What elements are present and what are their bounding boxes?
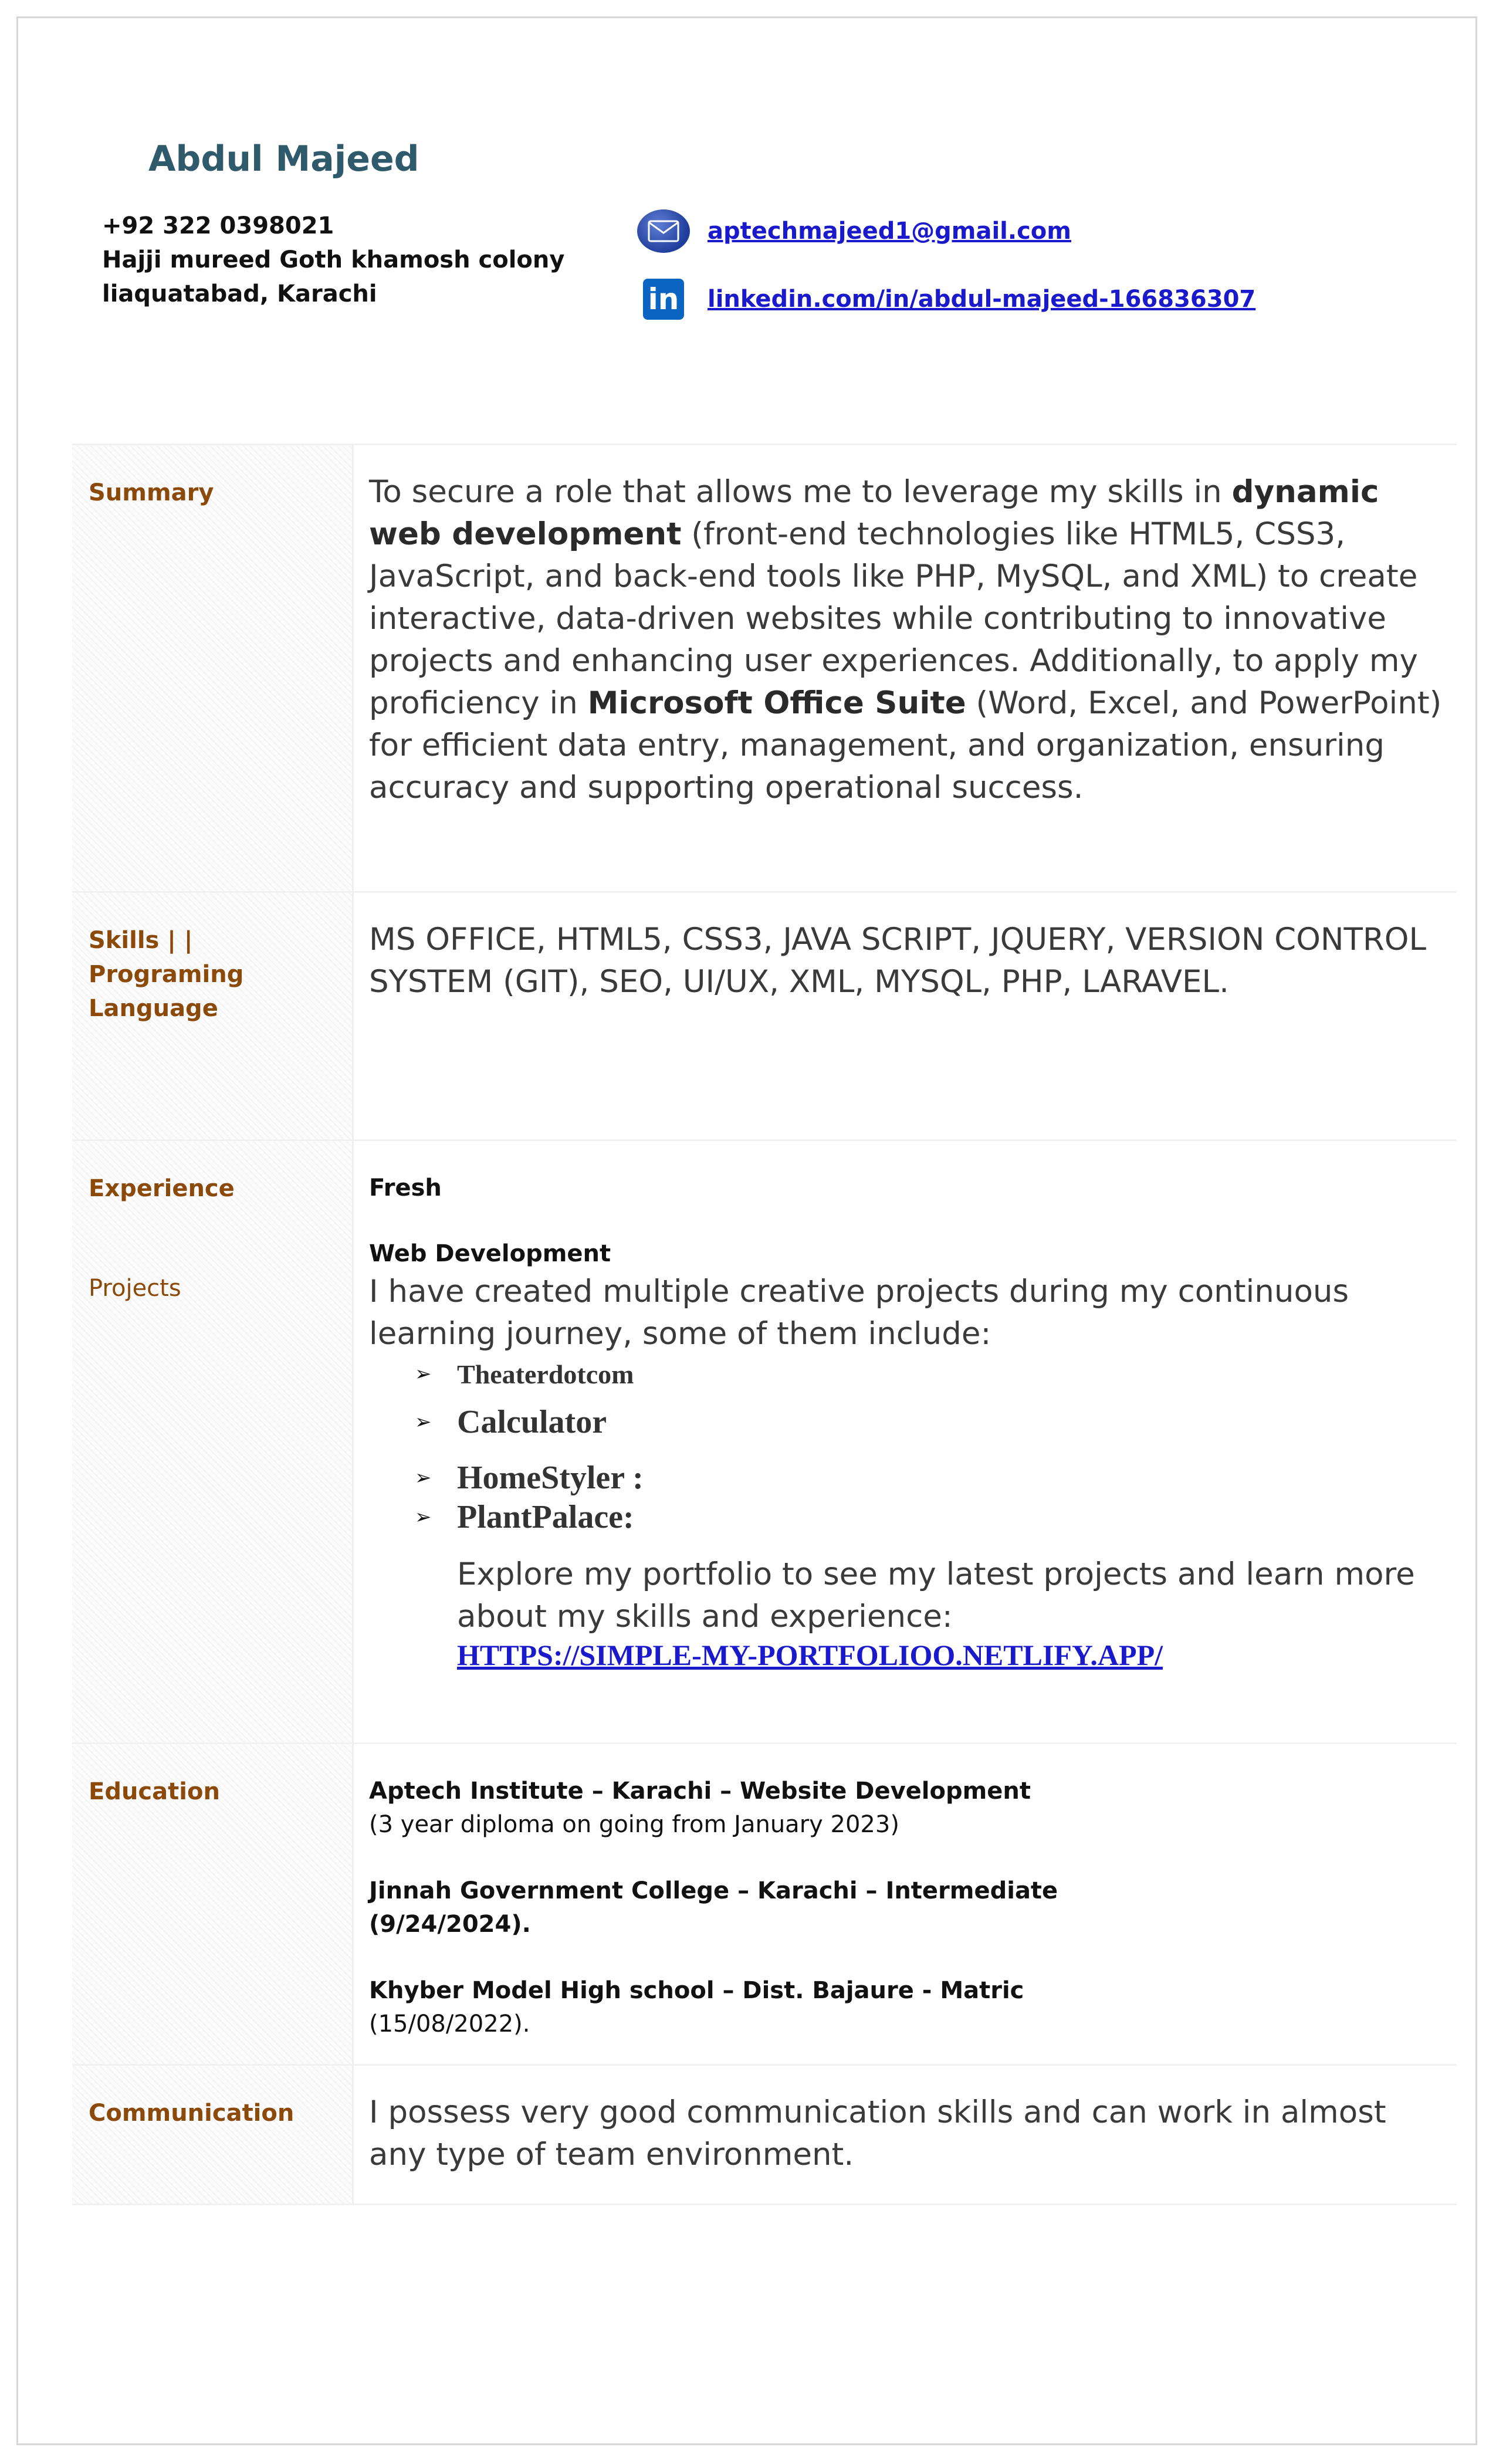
arrow-bullet-icon: ➢ (415, 1506, 432, 1528)
education-title: Jinnah Government College – Karachi – Intermediate (369, 1877, 1058, 1904)
projects-list (369, 1355, 1445, 1535)
communication-text: I possess very good communication skills and can work in almost any type of team environment. (369, 2094, 1386, 2172)
address-line-2: liaquatabad, Karachi (102, 280, 377, 307)
experience-label: Experience (89, 1175, 235, 1202)
email-link[interactable]: aptechmajeed1@gmail.com (708, 218, 1071, 245)
communication-label: Communication (89, 2100, 295, 2127)
skills-label-line-1: Skills | | (89, 927, 193, 954)
resume-page (16, 16, 1477, 2445)
projects-label: Projects (89, 1275, 181, 1302)
candidate-name: Abdul Majeed (148, 138, 419, 180)
list-item: ➢ Theaterdotcom (415, 1359, 634, 1389)
summary-section (72, 444, 1457, 891)
education-title: Khyber Model High school – Dist. Bajaure - Matric (369, 1977, 1024, 2004)
email-row (637, 205, 1255, 258)
resume-sections (72, 444, 1457, 2205)
experience-heading: Web Development (369, 1240, 611, 1267)
education-title: Aptech Institute – Karachi – Website Development (369, 1778, 1031, 1805)
portfolio-link[interactable]: HTTPS://SIMPLE-MY-PORTFOLIOO.NETLIFY.APP/ (457, 1639, 1163, 1671)
linkedin-row (637, 273, 1255, 326)
skills-text: MS OFFICE, HTML5, CSS3, JAVA SCRIPT, JQUERY, VERSION CONTROL SYSTEM (GIT), SEO, UI/UX, XML, MYSQL, PHP, LARAVEL. (369, 922, 1426, 1000)
list-item: ➢ Calculator (415, 1404, 607, 1440)
education-detail: (9/24/2024). (369, 1911, 531, 1938)
education-detail: (3 year diploma on going from January 2023) (369, 1811, 899, 1838)
skills-section (72, 891, 1457, 1139)
arrow-bullet-icon: ➢ (415, 1467, 432, 1489)
education-entry (369, 1775, 1445, 1842)
education-section (72, 1742, 1457, 2064)
education-detail: (15/08/2022). (369, 2011, 530, 2037)
education-label: Education (89, 1778, 220, 1805)
contact-details (102, 209, 564, 311)
arrow-bullet-icon: ➢ (415, 1411, 432, 1433)
skills-label-line-2: Programing Language (89, 961, 244, 1022)
summary-label: Summary (89, 479, 214, 506)
phone-number: +92 322 0398021 (102, 212, 334, 239)
communication-section (72, 2064, 1457, 2205)
portfolio-text: Explore my portfolio to see my latest projects and learn more about my skills and experience: (457, 1556, 1415, 1634)
linkedin-icon: in (643, 279, 684, 320)
list-item: ➢ HomeStyler : (415, 1460, 644, 1496)
address-line-1: Hajji mureed Goth khamosh colony (102, 246, 565, 273)
projects-intro: I have created multiple creative projects during my continuous learning journey, some of them include: (369, 1274, 1349, 1352)
summary-text: To secure a role that allows me to leverage my skills in dynamic web development (front-end technologies like HTML5, CSS3, JavaScript, and back-end tools like PHP, MySQL, and XML) to create interactive, data-driven websites while contributing to innovative projects and enhancing user experiences. Additionally, to apply my proficiency in Microsoft Office Suite (Word, Excel, and PowerPoint) for efficient data entry, management, and organization, ensuring accuracy and supporting operational success. (369, 474, 1442, 805)
experience-level: Fresh (369, 1175, 442, 1201)
mail-icon (637, 209, 690, 253)
experience-section (72, 1139, 1457, 1742)
list-item: ➢ PlantPalace: (415, 1499, 634, 1535)
arrow-bullet-icon: ➢ (415, 1363, 432, 1385)
education-entry (369, 1974, 1445, 2041)
education-entry (369, 1874, 1445, 1941)
online-contacts (637, 205, 1255, 341)
portfolio-block (369, 1553, 1445, 1672)
linkedin-link[interactable]: linkedin.com/in/abdul-majeed-166836307 (708, 286, 1256, 313)
